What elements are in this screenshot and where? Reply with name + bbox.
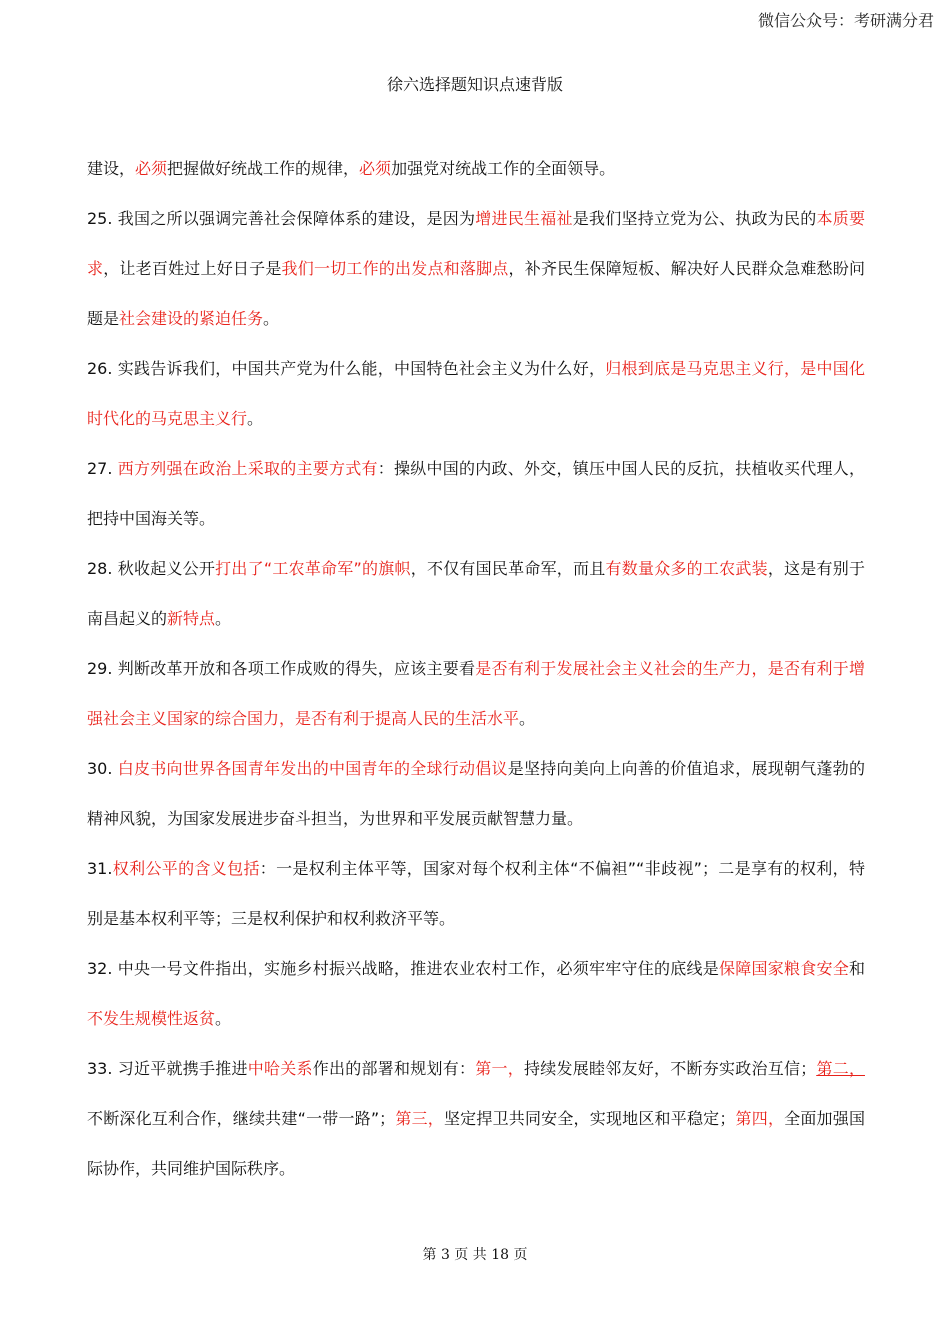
- paragraph-text: 建设，: [87, 159, 136, 178]
- paragraph-text: 把握做好统战工作的规律，: [167, 159, 360, 178]
- highlighted-text: 白皮书向世界各国青年发出的中国青年的全球行动倡议: [117, 759, 508, 778]
- highlighted-text: 归根到底是马克思主义行，是中国化时代化的马克思主义行: [87, 359, 865, 428]
- highlighted-text: 增进民生福祉: [475, 209, 573, 228]
- paragraph: [87, 194, 865, 344]
- paragraph-text: 30.: [87, 759, 118, 778]
- highlighted-text: 社会建设的紧迫任务: [119, 309, 264, 328]
- highlighted-text: 我们一切工作的出发点和落脚点: [281, 259, 509, 278]
- paragraph: [87, 644, 865, 744]
- highlighted-text: 本质要求: [87, 209, 865, 278]
- highlighted-text: 是否有利于发展社会主义社会的生产力，是否有利于增强社会主义国家的综合国力，是否有利于提高人民的生活水平: [87, 659, 865, 728]
- paragraph-text: 不断深化互利合作，继续共建“一带一路”；: [87, 1109, 396, 1128]
- paragraph-text: 27.: [87, 459, 118, 478]
- paragraph-text: 31.: [87, 859, 113, 878]
- paragraph: [87, 344, 865, 444]
- highlighted-text: 保障国家粮食安全: [718, 959, 849, 978]
- paragraph-text: 28. 秋收起义公开: [87, 559, 216, 578]
- paragraph: [87, 944, 865, 1044]
- paragraph-text: 全面加强国际协作，共同维护国际秩序。: [87, 1109, 865, 1178]
- paragraph: [87, 544, 865, 644]
- paragraph-text: ：操纵中国的内政、外交，镇压中国人民的反抗，扶植收买代理人，把持中国海关等。: [87, 459, 865, 528]
- page-footer: 第 3 页 共 18 页: [422, 1247, 528, 1263]
- paragraph-text: ，让老百姓过上好日子是: [103, 259, 282, 278]
- paragraph-text: 坚定捍卫共同安全，实现地区和平稳定；: [443, 1109, 736, 1128]
- paragraph-text: 是我们坚持立党为公、执政为民的: [572, 209, 817, 228]
- paragraph: [87, 744, 865, 844]
- highlighted-text: 打出了“工农革命军”的旗帜: [215, 559, 411, 578]
- paragraph-text: 33. 习近平就携手推进: [87, 1059, 248, 1078]
- highlighted-text: 第四，: [735, 1109, 785, 1128]
- highlighted-text: 权利公平的含义包括: [112, 859, 260, 878]
- paragraph: [87, 1044, 865, 1194]
- paragraph-text: 。: [247, 409, 264, 428]
- paragraph-text: ，不仅有国民革命军，而且: [410, 559, 606, 578]
- paragraph-text: 。: [215, 1009, 232, 1028]
- paragraph-text: 作出的部署和规划有：: [312, 1059, 476, 1078]
- paragraph: [87, 444, 865, 544]
- document-title: 徐六选择题知识点速背版: [386, 75, 563, 94]
- highlighted-text: 第三，: [395, 1109, 444, 1128]
- paragraph-text: ，这是有别于南昌起义的: [87, 559, 865, 628]
- document-body: [87, 144, 865, 1194]
- highlighted-text: 新特点: [167, 609, 216, 628]
- paragraph-text: 持续发展睦邻友好，不断夯实政治互信；: [524, 1059, 817, 1078]
- highlighted-text: 第一，: [475, 1059, 524, 1078]
- paragraph-text: 。: [519, 709, 536, 728]
- paragraph-text: ，补齐民生保障短板、解决好人民群众急难愁盼问题是: [87, 259, 865, 328]
- paragraph-text: 29. 判断改革开放和各项工作成败的得失，应该主要看: [87, 659, 476, 678]
- highlighted-text: 不发生规模性返贫: [87, 1009, 216, 1028]
- highlighted-text: 西方列强在政治上采取的主要方式有: [117, 459, 378, 478]
- paragraph-text: 加强党对统战工作的全面领导。: [391, 159, 616, 178]
- highlighted-text: 中哈关系: [247, 1059, 313, 1078]
- highlighted-text: 有数量众多的工农武装: [605, 559, 768, 578]
- header-wechat-note: 微信公众号：考研满分君: [757, 11, 934, 30]
- paragraph-text: 是坚持向美向上向善的价值追求，展现朝气蓬勃的精神风貌，为国家发展进步奋斗担当，为世界和平发展贡献智慧力量。: [87, 759, 865, 828]
- paragraph-text: 和: [848, 959, 865, 978]
- paragraph: [87, 844, 865, 944]
- highlighted-text: 必须: [359, 159, 392, 178]
- paragraph: [87, 144, 865, 194]
- paragraph-text: 26. 实践告诉我们，中国共产党为什么能，中国特色社会主义为什么好，: [87, 359, 606, 378]
- paragraph-text: 25. 我国之所以强调完善社会保障体系的建设，是因为: [87, 209, 476, 228]
- highlighted-text: 必须: [135, 159, 168, 178]
- highlighted-text: 第二，: [816, 1059, 865, 1078]
- paragraph-text: 。: [263, 309, 280, 328]
- paragraph-text: 。: [215, 609, 232, 628]
- paragraph-text: ：一是权利主体平等，国家对每个权利主体“不偏袒”“非歧视”；二是享有的权利，特别是基本权利平等；三是权利保护和权利救济平等。: [87, 859, 865, 928]
- paragraph-text: 32. 中央一号文件指出，实施乡村振兴战略，推进农业农村工作，必须牢牢守住的底线是: [87, 959, 719, 978]
